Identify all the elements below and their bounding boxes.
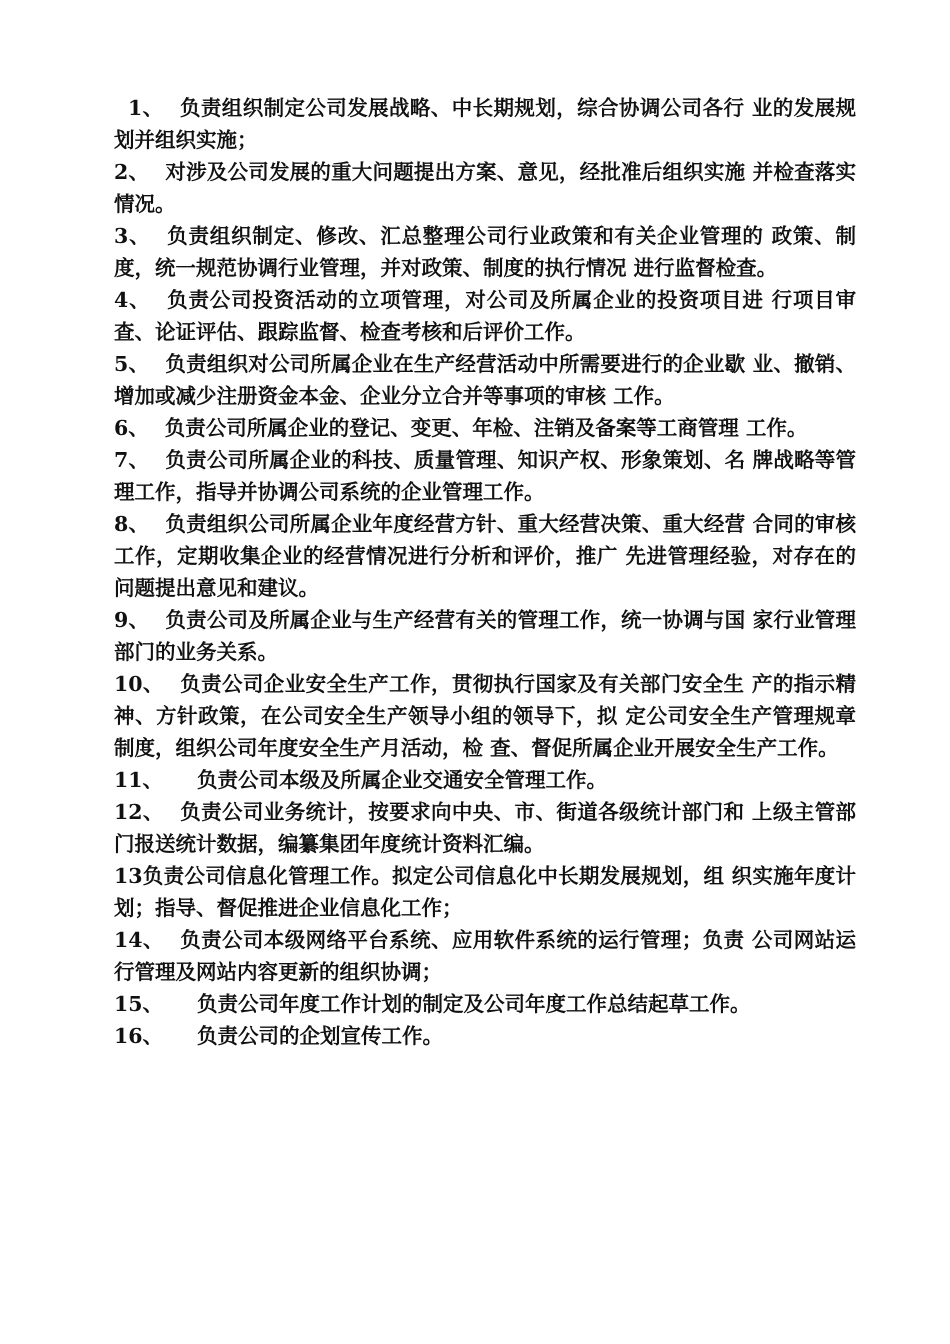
list-item bbox=[114, 796, 856, 860]
list-item bbox=[114, 764, 856, 796]
item-text: 负责公司及所属企业与生产经营有关的管理工作，统一协调与国 家行业管理部门的业务关系。 bbox=[114, 608, 856, 664]
responsibilities-list bbox=[114, 92, 856, 1052]
list-item bbox=[114, 1020, 856, 1052]
item-number: 5、 bbox=[114, 352, 150, 376]
list-item bbox=[114, 156, 856, 220]
item-text: 负责公司本级网络平台系统、应用软件系统的运行管理；负责 公司网站运行管理及网站内容更新的组织协调； bbox=[114, 928, 857, 984]
item-text: 负责公司本级及所属企业交通安全管理工作。 bbox=[197, 768, 608, 792]
item-number: 14、 bbox=[114, 928, 164, 952]
list-item bbox=[114, 92, 856, 156]
item-number: 16、 bbox=[114, 1024, 164, 1048]
item-text: 负责公司年度工作计划的制定及公司年度工作总结起草工作。 bbox=[197, 992, 751, 1016]
item-number: 1、 bbox=[128, 96, 164, 120]
list-item bbox=[114, 604, 856, 668]
item-text: 负责组织制定、修改、汇总整理公司行业政策和有关企业管理的 政策、制度，统一规范协调行业管理，并对政策、制度的执行情况 进行监督检查。 bbox=[114, 224, 856, 280]
list-item bbox=[114, 860, 856, 924]
item-text: 负责公司投资活动的立项管理，对公司及所属企业的投资项目进 行项目审查、论证评估、跟踪监督、检查考核和后评价工作。 bbox=[114, 288, 856, 344]
item-number: 6、 bbox=[114, 416, 149, 440]
item-number: 3、 bbox=[114, 224, 151, 248]
item-text: 对涉及公司发展的重大问题提出方案、意见，经批准后组织实施 并检查落实情况。 bbox=[114, 160, 856, 216]
item-number: 7、 bbox=[114, 448, 150, 472]
list-item bbox=[114, 988, 856, 1020]
item-text: 负责组织公司所属企业年度经营方针、重大经营决策、重大经营 合同的审核工作，定期收集企业的经营情况进行分析和评价，推广 先进管理经验，对存在的问题提出意见和建议。 bbox=[114, 512, 856, 600]
item-text: 负责公司信息化管理工作。拟定公司信息化中长期发展规划，组 织实施年度计划；指导、督促推进企业信息化工作； bbox=[114, 864, 856, 920]
list-item bbox=[114, 668, 856, 764]
list-item bbox=[114, 348, 856, 412]
list-item bbox=[114, 284, 856, 348]
item-number: 2、 bbox=[114, 160, 150, 184]
list-item bbox=[114, 508, 856, 604]
item-number: 8、 bbox=[114, 512, 150, 536]
list-item bbox=[114, 924, 856, 988]
item-number: 10、 bbox=[114, 672, 164, 696]
item-number: 4、 bbox=[114, 288, 151, 312]
list-item bbox=[114, 220, 856, 284]
item-text: 负责公司所属企业的科技、质量管理、知识产权、形象策划、名 牌战略等管理工作，指导并协调公司系统的企业管理工作。 bbox=[114, 448, 856, 504]
item-text: 负责公司企业安全生产工作，贯彻执行国家及有关部门安全生 产的指示精神、方针政策，在公司安全生产领导小组的领导下，拟 定公司安全生产管理规章制度，组织公司年度安全生产月活动，检 查、督促所属企业开展安全生产工作。 bbox=[114, 672, 857, 760]
item-number: 13 bbox=[114, 864, 143, 888]
item-number: 11、 bbox=[114, 768, 164, 792]
item-text: 负责公司的企划宣传工作。 bbox=[197, 1024, 444, 1048]
item-number: 15、 bbox=[114, 992, 164, 1016]
item-text: 负责公司所属企业的登记、变更、年检、注销及备案等工商管理 工作。 bbox=[164, 416, 808, 440]
item-text: 负责组织制定公司发展战略、中长期规划，综合协调公司各行 业的发展规划并组织实施； bbox=[114, 96, 857, 152]
item-number: 12、 bbox=[114, 800, 164, 824]
item-number: 9、 bbox=[114, 608, 150, 632]
item-text: 负责组织对公司所属企业在生产经营活动中所需要进行的企业歇 业、撤销、增加或减少注册资金本金、企业分立合并等事项的审核 工作。 bbox=[114, 352, 856, 408]
list-item bbox=[114, 444, 856, 508]
item-text: 负责公司业务统计，按要求向中央、市、街道各级统计部门和 上级主管部门报送统计数据，编纂集团年度统计资料汇编。 bbox=[114, 800, 857, 856]
list-item bbox=[114, 412, 856, 444]
